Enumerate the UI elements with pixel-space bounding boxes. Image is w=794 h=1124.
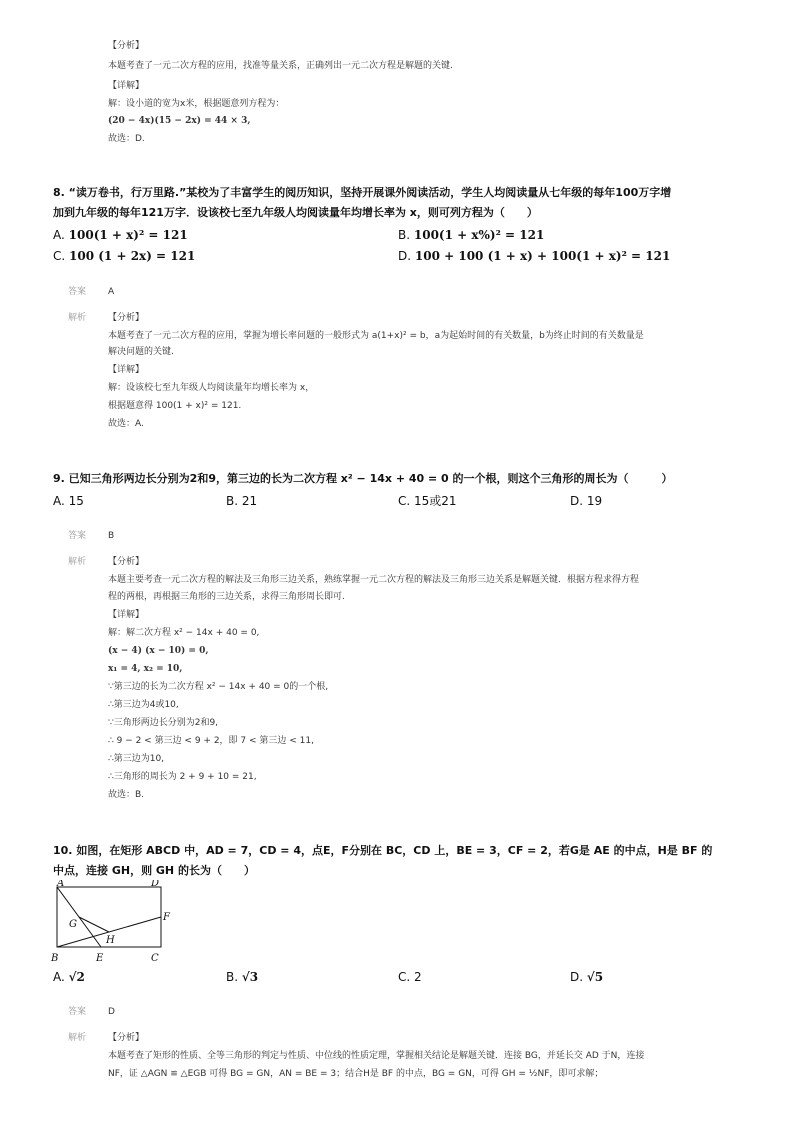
label-e: E <box>96 953 104 964</box>
option-letter: C. <box>53 249 66 263</box>
q10-answer-label: 答案 <box>68 1007 87 1017</box>
option-letter: B. <box>226 970 239 984</box>
q10-option-d[interactable] <box>570 970 603 984</box>
label-d: D <box>151 880 160 889</box>
q9-answer-label: 答案 <box>68 531 87 541</box>
option-letter: D. <box>570 494 584 508</box>
q9-detail-text: 解：解二次方程 x² − 14x + 40 = 0, <box>108 628 260 638</box>
q9-detail-text: x₁ = 4, x₂ = 10, <box>108 664 183 674</box>
option-text: 100(1 + x)² = 121 <box>68 228 188 242</box>
option-text: 15 <box>68 494 84 508</box>
q10-analysis-text: 本题考查了矩形的性质、全等三角形的判定与性质、中位线的性质定理，掌握相关结论是解题关键．连接 BG，并延长交 AD 于N，连接 <box>108 1051 645 1061</box>
option-letter: C. <box>398 970 411 984</box>
q8-choice-line: 故选：A. <box>108 419 144 429</box>
analysis-text: 本题考查了一元二次方程的应用，找准等量关系，正确列出一元二次方程是解题的关键. <box>108 61 453 71</box>
option-letter: B. <box>226 494 239 508</box>
label-b: B <box>51 953 59 964</box>
q9-option-c[interactable] <box>398 494 457 508</box>
q8-answer-value: A <box>108 287 115 297</box>
option-letter: D. <box>398 249 412 263</box>
option-letter: D. <box>570 970 584 984</box>
q9-detail-text: ∴第三边为4或10, <box>108 700 179 710</box>
q9-option-a[interactable] <box>53 494 84 508</box>
q8-analysis-text: 本题考查了一元二次方程的应用，掌握为增长率问题的一般形式为 a(1+x)² = b，a为起始时间的有关数量，b为终止时间的有关数量是 <box>108 331 644 341</box>
q10-stem-line2: 中点，连接 GH，则 GH 的长为（ ） <box>53 864 255 877</box>
q10-analysis-heading: 【分析】 <box>108 1033 145 1043</box>
q10-option-a[interactable] <box>53 970 85 984</box>
option-letter: B. <box>398 228 411 242</box>
q9-analysis-heading: 【分析】 <box>108 557 145 567</box>
q8-option-d[interactable] <box>398 249 670 263</box>
q9-detail-heading: 【详解】 <box>108 610 145 620</box>
q9-detail-text: ∴三角形的周长为 2 + 9 + 10 = 21, <box>108 772 257 782</box>
q10-analysis-label: 解析 <box>68 1033 87 1043</box>
q10-answer-value: D <box>108 1007 115 1017</box>
q9-analysis-label: 解析 <box>68 557 87 567</box>
option-text: 15或21 <box>414 494 457 508</box>
q8-option-c[interactable] <box>53 249 195 263</box>
q8-answer-label: 答案 <box>68 287 87 297</box>
q9-option-d[interactable] <box>570 494 602 508</box>
q10-option-b[interactable] <box>226 970 258 984</box>
q9-choice-line: 故选：B. <box>108 790 145 800</box>
q8-stem-line1: 8. “读万卷书，行万里路.”某校为了丰富学生的阅历知识，坚持开展课外阅读活动，学生人均阅读量从七年级的每年100万字增 <box>53 186 672 199</box>
q9-answer-value: B <box>108 531 115 541</box>
q9-analysis-text: 本题主要考查一元二次方程的解法及三角形三边关系，熟练掌握一元二次方程的解法及三角形三边关系是解题关键．根据方程求得方程 <box>108 575 640 585</box>
option-text: √5 <box>586 970 604 984</box>
q8-analysis-text: 解决问题的关键. <box>108 347 174 357</box>
detail-heading: 【详解】 <box>108 81 145 91</box>
q8-detail-text: 根据题意得 100(1 + x)² = 121. <box>108 401 242 411</box>
option-text: 100(1 + x%)² = 121 <box>413 228 545 242</box>
analysis-heading: 【分析】 <box>108 41 145 51</box>
q8-option-b[interactable] <box>398 228 544 242</box>
option-text: √3 <box>241 970 259 984</box>
q8-analysis-label: 解析 <box>68 313 87 323</box>
q8-stem-line2: 加到九年级的每年121万字．设该校七至九年级人均阅读量年均增长率为 x，则可列方程为（ ） <box>53 206 538 219</box>
option-text: 100 (1 + 2x) = 121 <box>69 249 196 263</box>
segment-gh <box>79 917 109 932</box>
q10-option-c[interactable] <box>398 970 422 984</box>
choice-line: 故选：D. <box>108 134 145 144</box>
equation: (20 − 4x)(15 − 2x) = 44 × 3, <box>108 116 251 126</box>
q8-analysis-heading: 【分析】 <box>108 313 145 323</box>
q10-rectangle-figure <box>50 880 180 966</box>
option-letter: A. <box>53 970 65 984</box>
q9-detail-text: ∵第三边的长为二次方程 x² − 14x + 40 = 0的一个根, <box>108 682 329 692</box>
label-h: H <box>106 935 115 946</box>
option-text: 2 <box>414 970 422 984</box>
option-text: 19 <box>586 494 603 508</box>
label-a: A <box>57 880 65 889</box>
q10-stem-line1: 10. 如图，在矩形 ABCD 中，AD = 7，CD = 4，点E，F分别在 BC，CD 上，BE = 3，CF = 2，若G是 AE 的中点，H是 BF 的 <box>53 844 713 857</box>
option-letter: A. <box>53 228 65 242</box>
q8-detail-text: 解：设该校七至九年级人均阅读量年均增长率为 x， <box>108 383 315 393</box>
q8-option-a[interactable] <box>53 228 188 242</box>
label-g: G <box>69 919 77 930</box>
label-f: F <box>163 912 170 923</box>
q9-detail-text: (x − 4) (x − 10) = 0, <box>108 646 209 656</box>
q9-detail-text: ∵三角形两边长分别为2和9, <box>108 718 219 728</box>
option-text: 100 + 100 (1 + x) + 100(1 + x)² = 121 <box>414 249 671 263</box>
option-text: √2 <box>68 970 85 984</box>
option-text: 21 <box>241 494 258 508</box>
option-letter: C. <box>398 494 411 508</box>
q9-analysis-text: 程的两根，再根据三角形的三边关系，求得三角形周长即可. <box>108 592 345 602</box>
q9-option-b[interactable] <box>226 494 257 508</box>
option-letter: A. <box>53 494 65 508</box>
q10-analysis-text: NF，证 △AGN ≌ △EGB 可得 BG = GN，AN = BE = 3；结合H是 BF 的中点，BG = GN，可得 GH = ½NF，即可求解； <box>108 1069 604 1079</box>
q9-detail-text: ∴第三边为10, <box>108 754 165 764</box>
label-c: C <box>151 953 159 964</box>
detail-text: 解：设小道的宽为x米，根据题意列方程为： <box>108 99 285 109</box>
q9-detail-text: ∴ 9 − 2 < 第三边 < 9 + 2，即 7 < 第三边 < 11, <box>108 736 314 746</box>
q9-stem: 9. 已知三角形两边长分别为2和9，第三边的长为二次方程 x² − 14x + 40 = 0 的一个根，则这个三角形的周长为（ ） <box>53 472 673 485</box>
q8-detail-heading: 【详解】 <box>108 365 145 375</box>
